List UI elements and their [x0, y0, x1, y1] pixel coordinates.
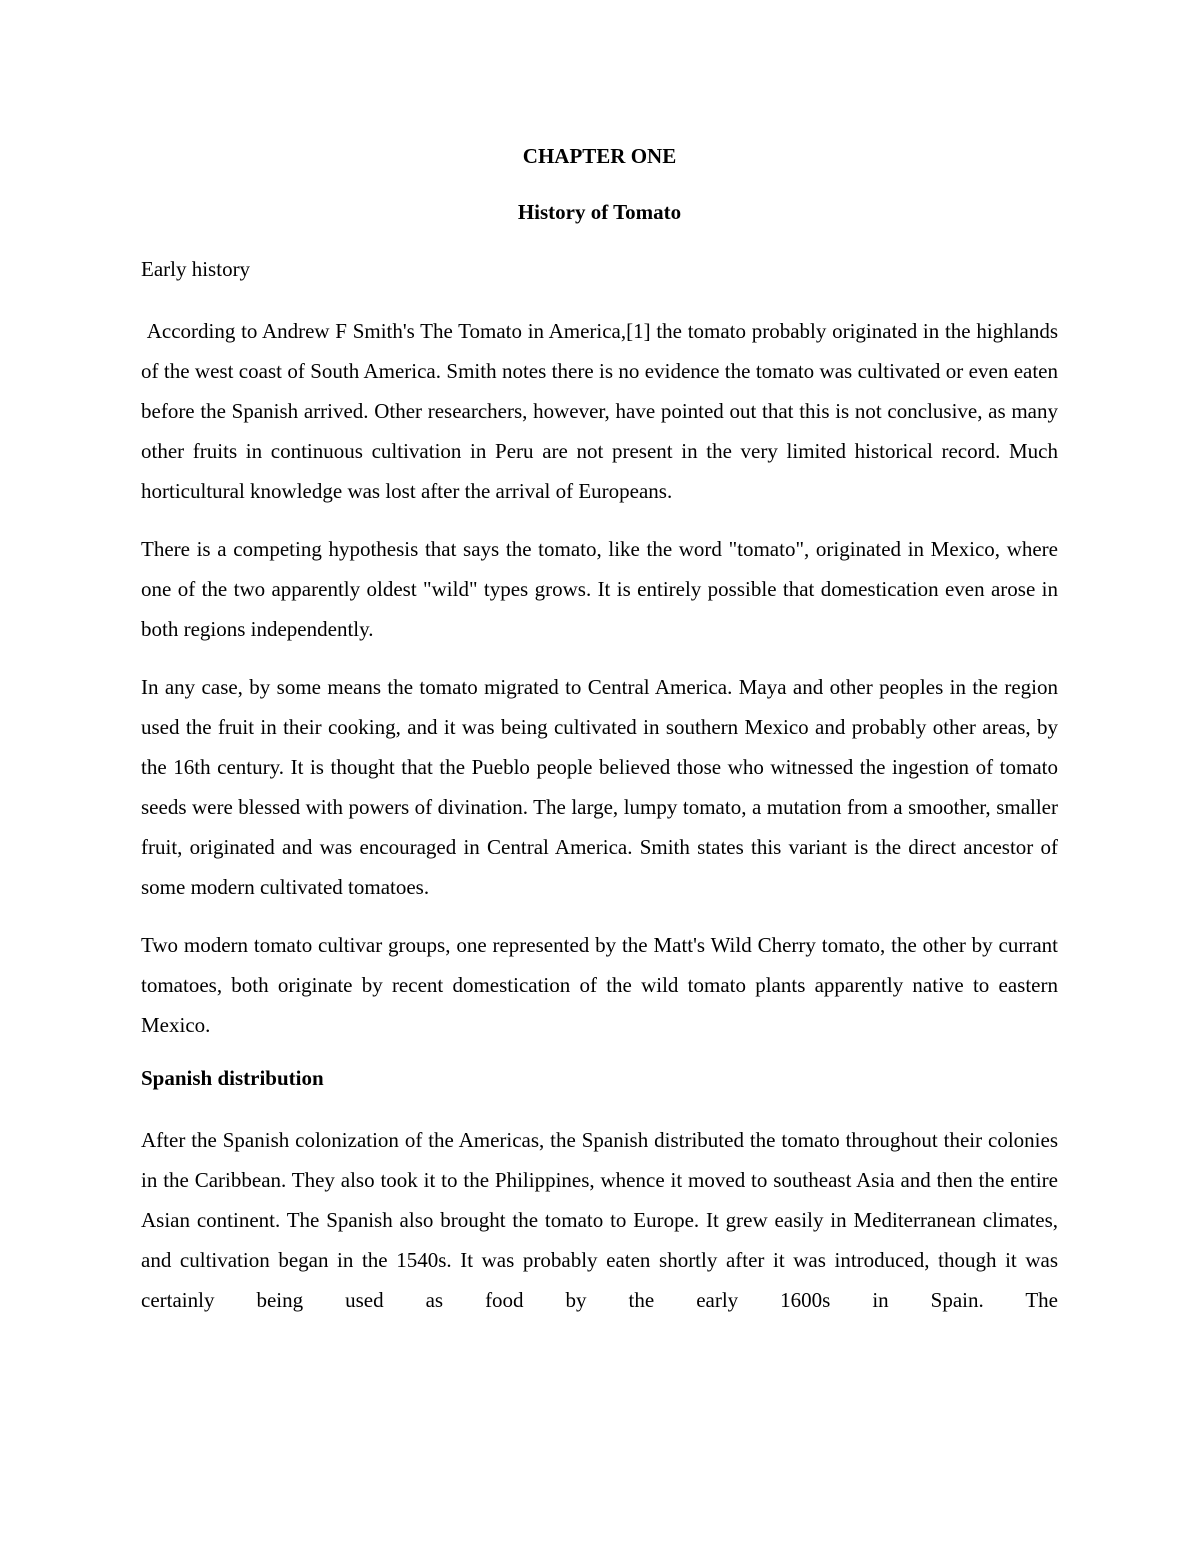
chapter-label: CHAPTER ONE — [522, 144, 677, 168]
paragraph-early-history-4: Two modern tomato cultivar groups, one represented by the Matt's Wild Cherry tomato, the other by currant tomatoes, both originate by recent domestication of the wild tomato plants apparently native to eastern Mexico. — [141, 933, 1058, 1037]
paragraph-early-history-3: In any case, by some means the tomato migrated to Central America. Maya and other peoples in the region used the fruit in their cooking, and it was being cultivated in southern Mexico and probably other areas, by the 16th century. It is thought that the Pueblo people believed those who witnessed the ingestion of tomato seeds were blessed with powers of divination. The large, lumpy tomato, a mutation from a smoother, smaller fruit, originated and was encouraged in Central America. Smith states this variant is the direct ancestor of some modern cultivated tomatoes. — [141, 675, 1058, 899]
page-content — [141, 141, 1064, 1338]
paragraph-early-history-2: There is a competing hypothesis that says the tomato, like the word "tomato", originated in Mexico, where one of the two apparently oldest "wild" types grows. It is entirely possible that domestication even arose in both regions independently. — [141, 537, 1058, 641]
section-heading-early-history: Early history — [141, 257, 251, 281]
chapter-title: History of Tomato — [517, 200, 682, 224]
paragraph-spanish-distribution-1: After the Spanish colonization of the Americas, the Spanish distributed the tomato throughout their colonies in the Caribbean. They also took it to the Philippines, whence it moved to southeast Asia and then the entire Asian continent. The Spanish also brought the tomato to Europe. It grew easily in Mediterranean climates, and cultivation began in the 1540s. It was probably eaten shortly after it was introduced, though it was certainly being used as food by the early 1600s in Spain. The — [141, 1128, 1058, 1312]
paragraph-early-history-1: According to Andrew F Smith's The Tomato in America,[1] the tomato probably originated in the highlands of the west coast of South America. Smith notes there is no evidence the tomato was cultivated or even eaten before the Spanish arrived. Other researchers, however, have pointed out that this is not conclusive, as many other fruits in continuous cultivation in Peru are not present in the very limited historical record. Much horticultural knowledge was lost after the arrival of Europeans. — [141, 319, 1064, 503]
section-heading-spanish-distribution: Spanish distribution — [141, 1066, 324, 1090]
